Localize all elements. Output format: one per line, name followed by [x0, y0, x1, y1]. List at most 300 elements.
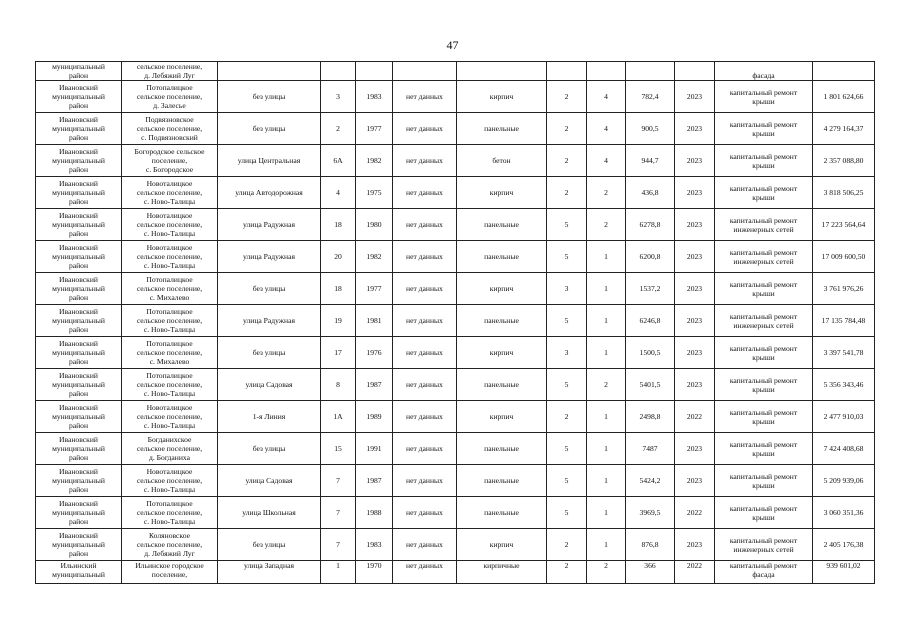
- district-line: Ивановский: [59, 467, 98, 476]
- work-cell: [715, 529, 813, 561]
- info-cell: нет данных: [393, 273, 457, 305]
- district-line: муниципальный: [52, 412, 105, 421]
- district-line: муниципальный: [52, 284, 105, 293]
- settlement-line: сельское поселение,: [136, 124, 203, 133]
- entrances-cell: 1: [587, 337, 626, 369]
- house-cell: 18: [321, 209, 356, 241]
- settlement-line: Новоталицкое: [146, 403, 193, 412]
- plan-year-cell: 2023: [675, 241, 715, 273]
- work-line: крыши: [752, 160, 775, 170]
- cost-cell: 7 424 408,68: [813, 433, 875, 465]
- settlement-cell: [122, 273, 218, 305]
- district-cell: [36, 433, 122, 465]
- house-cell: 7: [321, 529, 356, 561]
- material-cell: панельные: [457, 433, 547, 465]
- district-line: район: [68, 485, 89, 494]
- material-cell: кирпич: [457, 401, 547, 433]
- district-cell: [36, 273, 122, 305]
- settlement-line: сельское поселение,: [136, 540, 203, 549]
- area-cell: 5424,2: [626, 465, 675, 497]
- material-cell: панельные: [457, 113, 547, 145]
- district-line: Ивановский: [59, 339, 98, 348]
- year-cell: 1977: [356, 113, 393, 145]
- district-line: муниципальный: [52, 92, 105, 101]
- settlement-line: Потопалицкое: [146, 339, 193, 348]
- settlement-line: сельское поселение,: [136, 316, 203, 325]
- work-line: капитальный ремонт: [729, 439, 798, 449]
- district-line: Ивановский: [59, 83, 98, 92]
- settlement-line: сельское поселение,: [136, 188, 203, 197]
- settlement-line: Потопалицкое: [146, 307, 193, 316]
- district-cell: [36, 113, 122, 145]
- material-cell: кирпич: [457, 529, 547, 561]
- district-line: Ильинский: [60, 561, 97, 570]
- district-line: район: [68, 261, 89, 270]
- house-cell: 7: [321, 497, 356, 529]
- table-row: [36, 241, 875, 273]
- district-line: Ивановский: [59, 211, 98, 220]
- district-cell: [36, 81, 122, 113]
- settlement-cell: [122, 62, 218, 81]
- street-cell: без улицы: [218, 81, 321, 113]
- settlement-line: Подвязновское: [145, 115, 194, 124]
- cost-cell: 17 009 600,50: [813, 241, 875, 273]
- work-cell: [715, 337, 813, 369]
- floors-cell: 5: [547, 465, 587, 497]
- floors-cell: 2: [547, 113, 587, 145]
- cost-cell: 4 279 164,37: [813, 113, 875, 145]
- settlement-cell: [122, 305, 218, 337]
- district-line: район: [68, 101, 89, 110]
- year-cell: 1976: [356, 337, 393, 369]
- district-line: муниципальный: [52, 316, 105, 325]
- area-cell: 944,7: [626, 145, 675, 177]
- street-cell: улица Школьная: [218, 497, 321, 529]
- year-cell: 1970: [356, 561, 393, 584]
- house-cell: 4: [321, 177, 356, 209]
- district-line: Ивановский: [59, 275, 98, 284]
- house-cell: 20: [321, 241, 356, 273]
- work-cell: [715, 241, 813, 273]
- work-line: капитальный ремонт: [729, 215, 798, 225]
- settlement-cell: [122, 241, 218, 273]
- work-cell: [715, 113, 813, 145]
- plan-year-cell: 2023: [675, 369, 715, 401]
- street-cell: улица Радужная: [218, 241, 321, 273]
- floors-cell: 2: [547, 561, 587, 584]
- district-line: муниципальный: [52, 188, 105, 197]
- work-line: капитальный ремонт: [729, 279, 798, 289]
- entrances-cell: 1: [587, 529, 626, 561]
- floors-cell: 2: [547, 81, 587, 113]
- district-cell: [36, 177, 122, 209]
- table-row: [36, 305, 875, 337]
- work-line: капитальный ремонт: [729, 183, 798, 193]
- floors-cell: 5: [547, 369, 587, 401]
- street-cell: улица Западная: [218, 561, 321, 584]
- settlement-line: сельское поселение,: [136, 348, 203, 357]
- plan-year-cell: 2022: [675, 561, 715, 584]
- entrances-cell: 1: [587, 465, 626, 497]
- work-line: инженерных сетей: [733, 544, 794, 554]
- table-row: [36, 113, 875, 145]
- cost-cell: [813, 62, 875, 81]
- entrances-cell: 1: [587, 401, 626, 433]
- street-cell: улица Автодорожная: [218, 177, 321, 209]
- house-cell: 17: [321, 337, 356, 369]
- plan-year-cell: 2023: [675, 177, 715, 209]
- year-cell: 1981: [356, 305, 393, 337]
- work-line: фасада: [752, 570, 775, 579]
- settlement-line: Богданихское: [147, 435, 192, 444]
- district-line: муниципальный: [52, 62, 105, 71]
- work-cell: [715, 497, 813, 529]
- info-cell: нет данных: [393, 433, 457, 465]
- entrances-cell: 1: [587, 241, 626, 273]
- work-line: крыши: [752, 192, 775, 202]
- street-cell: улица Садовая: [218, 465, 321, 497]
- work-cell: [715, 369, 813, 401]
- plan-year-cell: 2022: [675, 497, 715, 529]
- district-line: Ивановский: [59, 307, 98, 316]
- table-row-fragment-top: [36, 62, 875, 81]
- settlement-line: сельское поселение,: [136, 252, 203, 261]
- cost-cell: 5 356 343,46: [813, 369, 875, 401]
- table-row: [36, 433, 875, 465]
- house-cell: 3: [321, 81, 356, 113]
- entrances-cell: 2: [587, 561, 626, 584]
- house-cell: 2: [321, 113, 356, 145]
- settlement-line: Коляновское: [148, 531, 190, 540]
- settlement-cell: [122, 337, 218, 369]
- street-cell: без улицы: [218, 337, 321, 369]
- plan-year-cell: 2022: [675, 401, 715, 433]
- work-cell: [715, 145, 813, 177]
- info-cell: [393, 62, 457, 81]
- settlement-cell: [122, 177, 218, 209]
- area-cell: 3969,5: [626, 497, 675, 529]
- settlement-cell: [122, 433, 218, 465]
- info-cell: нет данных: [393, 401, 457, 433]
- settlement-line: сельское поселение,: [136, 220, 203, 229]
- entrances-cell: 4: [587, 81, 626, 113]
- year-cell: 1987: [356, 369, 393, 401]
- year-cell: 1982: [356, 145, 393, 177]
- district-line: Ивановский: [59, 435, 98, 444]
- material-cell: кирпичные: [457, 561, 547, 584]
- district-line: Ивановский: [59, 499, 98, 508]
- district-line: муниципальный: [52, 252, 105, 261]
- year-cell: 1982: [356, 241, 393, 273]
- work-line: крыши: [752, 416, 775, 426]
- area-cell: 6246,8: [626, 305, 675, 337]
- work-line: крыши: [752, 352, 775, 362]
- entrances-cell: [587, 62, 626, 81]
- work-line: капитальный ремонт: [729, 87, 798, 97]
- work-cell: [715, 62, 813, 81]
- material-cell: [457, 62, 547, 81]
- settlement-line: с. Ново-Талицы: [143, 517, 196, 526]
- cost-cell: 3 761 976,26: [813, 273, 875, 305]
- work-line: инженерных сетей: [733, 256, 794, 266]
- district-line: муниципальный: [52, 220, 105, 229]
- work-line: капитальный ремонт: [729, 311, 798, 321]
- district-cell: [36, 305, 122, 337]
- settlement-line: сельское поселение,: [136, 92, 203, 101]
- district-line: муниципальный: [52, 156, 105, 165]
- floors-cell: 3: [547, 273, 587, 305]
- settlement-line: с. Ново-Талицы: [143, 485, 196, 494]
- table-row: [36, 401, 875, 433]
- cost-cell: 5 209 939,06: [813, 465, 875, 497]
- district-line: муниципальный: [52, 570, 105, 579]
- street-cell: [218, 62, 321, 81]
- info-cell: нет данных: [393, 209, 457, 241]
- district-cell: [36, 62, 122, 81]
- info-cell: нет данных: [393, 529, 457, 561]
- settlement-line: Потопалицкое: [146, 275, 193, 284]
- district-line: район: [68, 389, 89, 398]
- year-cell: [356, 62, 393, 81]
- settlement-line: д. Лебяжий Луг: [144, 71, 195, 80]
- area-cell: 366: [626, 561, 675, 584]
- area-cell: 2498,8: [626, 401, 675, 433]
- settlement-line: Ильинское городское: [135, 561, 204, 570]
- house-cell: 19: [321, 305, 356, 337]
- district-line: муниципальный: [52, 348, 105, 357]
- cost-cell: 2 357 088,80: [813, 145, 875, 177]
- house-cell: 18: [321, 273, 356, 305]
- street-cell: без улицы: [218, 273, 321, 305]
- street-cell: улица Радужная: [218, 209, 321, 241]
- area-cell: 7487: [626, 433, 675, 465]
- district-line: Ивановский: [59, 147, 98, 156]
- plan-year-cell: 2023: [675, 465, 715, 497]
- cost-cell: 17 135 784,48: [813, 305, 875, 337]
- work-line: капитальный ремонт: [729, 407, 798, 417]
- cost-cell: 17 223 564,64: [813, 209, 875, 241]
- cost-cell: 3 818 506,25: [813, 177, 875, 209]
- district-line: муниципальный: [52, 380, 105, 389]
- district-line: район: [68, 453, 89, 462]
- street-cell: без улицы: [218, 433, 321, 465]
- house-cell: 15: [321, 433, 356, 465]
- entrances-cell: 4: [587, 145, 626, 177]
- work-line: крыши: [752, 384, 775, 394]
- cost-cell: 3 060 351,36: [813, 497, 875, 529]
- settlement-line: Потопалицкое: [146, 371, 193, 380]
- plan-year-cell: 2023: [675, 433, 715, 465]
- area-cell: 876,8: [626, 529, 675, 561]
- district-line: Ивановский: [59, 115, 98, 124]
- district-line: район: [68, 293, 89, 302]
- info-cell: нет данных: [393, 81, 457, 113]
- district-line: район: [68, 133, 89, 142]
- year-cell: 1991: [356, 433, 393, 465]
- table-row: [36, 465, 875, 497]
- info-cell: нет данных: [393, 561, 457, 584]
- entrances-cell: 2: [587, 177, 626, 209]
- settlement-cell: [122, 465, 218, 497]
- house-cell: 8: [321, 369, 356, 401]
- info-cell: нет данных: [393, 465, 457, 497]
- material-cell: панельные: [457, 497, 547, 529]
- settlement-line: с. Подвязновский: [141, 133, 198, 142]
- settlement-line: с. Ново-Талицы: [143, 389, 196, 398]
- material-cell: кирпич: [457, 273, 547, 305]
- table-row: [36, 273, 875, 305]
- info-cell: нет данных: [393, 337, 457, 369]
- district-line: муниципальный: [52, 540, 105, 549]
- work-cell: [715, 305, 813, 337]
- area-cell: [626, 62, 675, 81]
- plan-year-cell: [675, 62, 715, 81]
- plan-year-cell: 2023: [675, 337, 715, 369]
- work-line: капитальный ремонт: [729, 119, 798, 129]
- district-cell: [36, 337, 122, 369]
- street-cell: улица Садовая: [218, 369, 321, 401]
- settlement-line: сельское поселение,: [136, 508, 203, 517]
- district-cell: [36, 465, 122, 497]
- district-line: район: [68, 229, 89, 238]
- plan-year-cell: 2023: [675, 209, 715, 241]
- info-cell: нет данных: [393, 241, 457, 273]
- work-cell: [715, 433, 813, 465]
- entrances-cell: 1: [587, 497, 626, 529]
- settlement-line: Новоталицкое: [146, 243, 193, 252]
- table-row: [36, 497, 875, 529]
- district-line: район: [68, 549, 89, 558]
- material-cell: панельные: [457, 241, 547, 273]
- floors-cell: 5: [547, 497, 587, 529]
- settlement-line: Новоталицкое: [146, 179, 193, 188]
- settlement-line: с. Ново-Талицы: [143, 421, 196, 430]
- settlement-cell: [122, 81, 218, 113]
- work-line: крыши: [752, 448, 775, 458]
- work-cell: [715, 401, 813, 433]
- work-line: капитальный ремонт: [729, 151, 798, 161]
- work-line: крыши: [752, 288, 775, 298]
- street-cell: улица Центральная: [218, 145, 321, 177]
- info-cell: нет данных: [393, 177, 457, 209]
- table-row: [36, 529, 875, 561]
- info-cell: нет данных: [393, 113, 457, 145]
- district-line: муниципальный: [52, 476, 105, 485]
- district-line: район: [68, 357, 89, 366]
- entrances-cell: 1: [587, 305, 626, 337]
- work-line: крыши: [752, 128, 775, 138]
- district-cell: [36, 401, 122, 433]
- settlement-cell: [122, 401, 218, 433]
- settlement-line: д. Залесье: [153, 101, 186, 110]
- floors-cell: 2: [547, 177, 587, 209]
- page-number: 47: [446, 38, 459, 52]
- settlement-cell: [122, 529, 218, 561]
- street-cell: без улицы: [218, 529, 321, 561]
- plan-year-cell: 2023: [675, 273, 715, 305]
- work-line: капитальный ремонт: [729, 561, 798, 570]
- settlement-line: с. Ново-Талицы: [143, 197, 196, 206]
- settlement-line: д. Богданиха: [149, 453, 190, 462]
- settlement-cell: [122, 209, 218, 241]
- cost-cell: 1 801 624,66: [813, 81, 875, 113]
- info-cell: нет данных: [393, 305, 457, 337]
- settlement-cell: [122, 113, 218, 145]
- floors-cell: 5: [547, 241, 587, 273]
- plan-year-cell: 2023: [675, 529, 715, 561]
- district-line: район: [68, 165, 89, 174]
- district-line: Ивановский: [59, 531, 98, 540]
- area-cell: 782,4: [626, 81, 675, 113]
- table-row: [36, 145, 875, 177]
- info-cell: нет данных: [393, 369, 457, 401]
- house-cell: 1: [321, 561, 356, 584]
- material-cell: кирпич: [457, 177, 547, 209]
- floors-cell: 3: [547, 337, 587, 369]
- district-cell: [36, 209, 122, 241]
- year-cell: 1987: [356, 465, 393, 497]
- settlement-line: поселение,: [151, 570, 188, 579]
- settlement-cell: [122, 369, 218, 401]
- district-cell: [36, 145, 122, 177]
- settlement-line: сельское поселение,: [136, 412, 203, 421]
- material-cell: кирпич: [457, 81, 547, 113]
- work-line: крыши: [752, 96, 775, 106]
- district-line: район: [68, 421, 89, 430]
- district-cell: [36, 497, 122, 529]
- area-cell: 900,5: [626, 113, 675, 145]
- plan-year-cell: 2023: [675, 113, 715, 145]
- settlement-cell: [122, 497, 218, 529]
- district-line: район: [68, 517, 89, 526]
- area-cell: 6278,8: [626, 209, 675, 241]
- work-line: крыши: [752, 512, 775, 522]
- work-cell: [715, 81, 813, 113]
- settlement-line: сельское поселение,: [136, 444, 203, 453]
- plan-year-cell: 2023: [675, 145, 715, 177]
- work-line: фасада: [752, 71, 775, 80]
- settlement-line: с. Михалево: [149, 293, 190, 302]
- info-cell: нет данных: [393, 497, 457, 529]
- material-cell: бетон: [457, 145, 547, 177]
- street-cell: улица Радужная: [218, 305, 321, 337]
- district-cell: [36, 529, 122, 561]
- district-line: Ивановский: [59, 179, 98, 188]
- street-cell: без улицы: [218, 113, 321, 145]
- district-line: Ивановский: [59, 403, 98, 412]
- district-line: район: [68, 325, 89, 334]
- house-cell: [321, 62, 356, 81]
- floors-cell: 2: [547, 145, 587, 177]
- settlement-line: с. Ново-Талицы: [143, 325, 196, 334]
- year-cell: 1983: [356, 81, 393, 113]
- work-line: крыши: [752, 480, 775, 490]
- work-line: капитальный ремонт: [729, 471, 798, 481]
- district-line: муниципальный: [52, 508, 105, 517]
- table-row: [36, 81, 875, 113]
- floors-cell: 2: [547, 529, 587, 561]
- settlement-cell: [122, 145, 218, 177]
- area-cell: 5401,5: [626, 369, 675, 401]
- work-cell: [715, 561, 813, 584]
- material-cell: кирпич: [457, 337, 547, 369]
- settlement-line: поселение,: [151, 156, 188, 165]
- settlement-line: с. Ново-Талицы: [143, 229, 196, 238]
- settlement-line: Новоталицкое: [146, 467, 193, 476]
- work-cell: [715, 209, 813, 241]
- work-line: капитальный ремонт: [729, 247, 798, 257]
- street-cell: 1-я Линия: [218, 401, 321, 433]
